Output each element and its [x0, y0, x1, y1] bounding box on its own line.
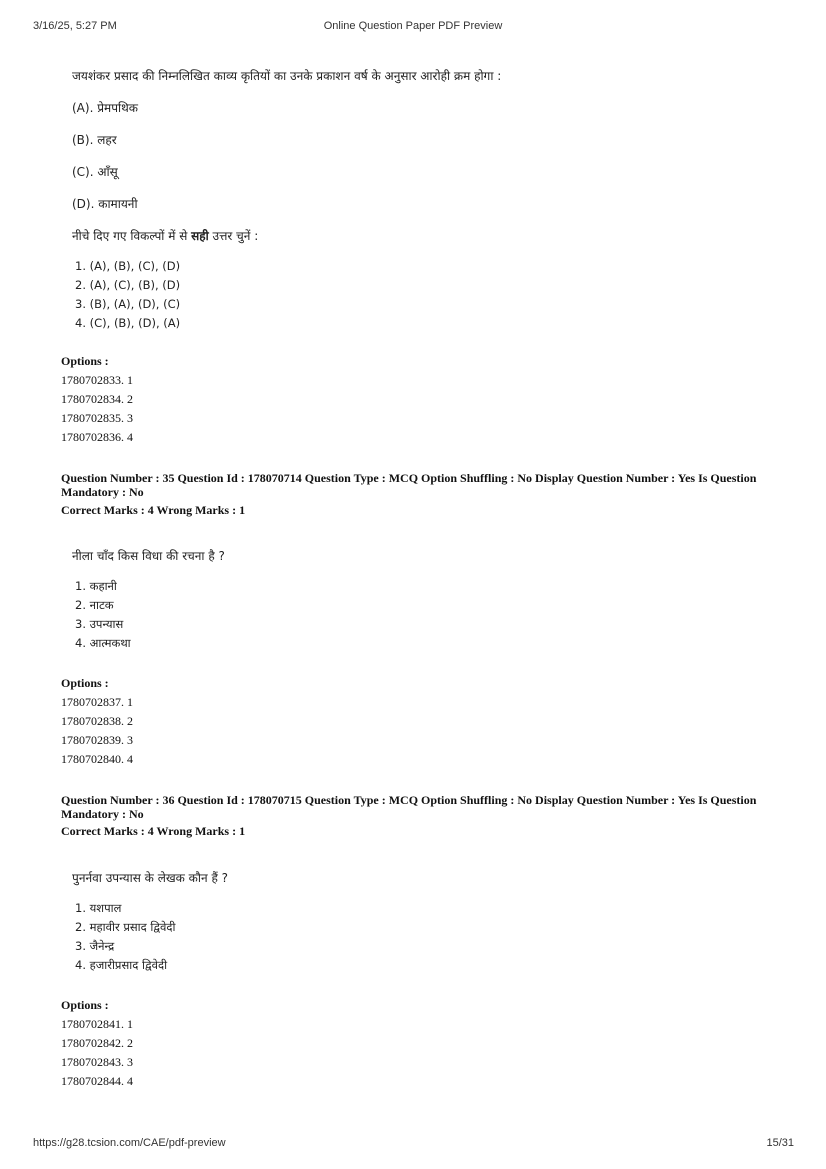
q34-stem: जयशंकर प्रसाद की निम्नलिखित काव्य कृतियों का उनके प्रकाशन वर्ष के अनुसार आरोही क्रम होगा :: [72, 69, 502, 83]
q36-option-id-2: 1780702842. 2: [61, 1036, 133, 1050]
q36-choice-1: 1. यशपाल: [75, 901, 122, 915]
q35-option-id-4: 1780702840. 4: [61, 752, 133, 766]
q36-stem: पुनर्नवा उपन्यास के लेखक कौन हैं ?: [72, 871, 229, 885]
q35-options-label: Options :: [61, 676, 109, 690]
q35-choice-4: 4. आत्मकथा: [75, 636, 131, 650]
page-title: Online Question Paper PDF Preview: [323, 20, 503, 32]
q34-options: [61, 352, 133, 447]
q34-item-c: (C). आँसू: [72, 165, 118, 179]
print-datetime: 3/16/25, 5:27 PM: [33, 20, 117, 32]
q36-choices: [75, 899, 175, 975]
q35-option-id-1: 1780702837. 1: [61, 695, 133, 709]
q36-choice-4: 4. हजारीप्रसाद द्विवेदी: [75, 958, 168, 972]
q36-meta: Question Number : 36 Question Id : 178070715 Question Type : MCQ Option Shuffling : No Display Question Number : Yes Is Question Mandatory : No: [61, 793, 757, 821]
q36-option-id-3: 1780702843. 3: [61, 1055, 133, 1069]
q34-choice-2: 2. (A), (C), (B), (D): [75, 278, 181, 292]
q34-option-id-4: 1780702836. 4: [61, 430, 133, 444]
q35-choice-3: 3. उपन्यास: [75, 617, 124, 631]
q36-options: [61, 996, 133, 1091]
q34-choice-1: 1. (A), (B), (C), (D): [75, 259, 181, 273]
q35-choice-2: 2. नाटक: [75, 598, 114, 612]
q36-option-id-4: 1780702844. 4: [61, 1074, 133, 1088]
q34-instruction: नीचे दिए गए विकल्पों में से सही उत्तर चुनें :: [72, 229, 259, 243]
q35-option-id-3: 1780702839. 3: [61, 733, 133, 747]
q35-meta: Question Number : 35 Question Id : 178070714 Question Type : MCQ Option Shuffling : No Display Question Number : Yes Is Question Mandatory : No: [61, 471, 757, 499]
q34-choice-4: 4. (C), (B), (D), (A): [75, 316, 181, 330]
q35-options: [61, 674, 133, 769]
q36-choice-2: 2. महावीर प्रसाद द्विवेदी: [75, 920, 176, 934]
q36-options-label: Options :: [61, 998, 109, 1012]
q34-choice-3: 3. (B), (A), (D), (C): [75, 297, 181, 311]
q34-item-d: (D). कामायनी: [72, 197, 138, 211]
q34-options-label: Options :: [61, 354, 109, 368]
q34-item-a: (A). प्रेमपथिक: [72, 101, 139, 115]
q34-item-b: (B). लहर: [72, 133, 117, 147]
q35-stem: नीला चाँद किस विधा की रचना है ?: [72, 549, 225, 563]
q34-option-id-1: 1780702833. 1: [61, 373, 133, 387]
q36-choice-3: 3. जैनेन्द्र: [75, 939, 115, 953]
q35-option-id-2: 1780702838. 2: [61, 714, 133, 728]
q34-choices: [75, 257, 180, 333]
q35-marks: Correct Marks : 4 Wrong Marks : 1: [61, 503, 246, 517]
q35-choices: [75, 577, 131, 653]
page-url: https://g28.tcsion.com/CAE/pdf-preview: [33, 1137, 226, 1149]
q36-option-id-1: 1780702841. 1: [61, 1017, 133, 1031]
q34-option-id-3: 1780702835. 3: [61, 411, 133, 425]
q36-marks: Correct Marks : 4 Wrong Marks : 1: [61, 824, 246, 838]
page-number: 15/31: [766, 1137, 794, 1149]
q34-option-id-2: 1780702834. 2: [61, 392, 133, 406]
q35-choice-1: 1. कहानी: [75, 579, 117, 593]
